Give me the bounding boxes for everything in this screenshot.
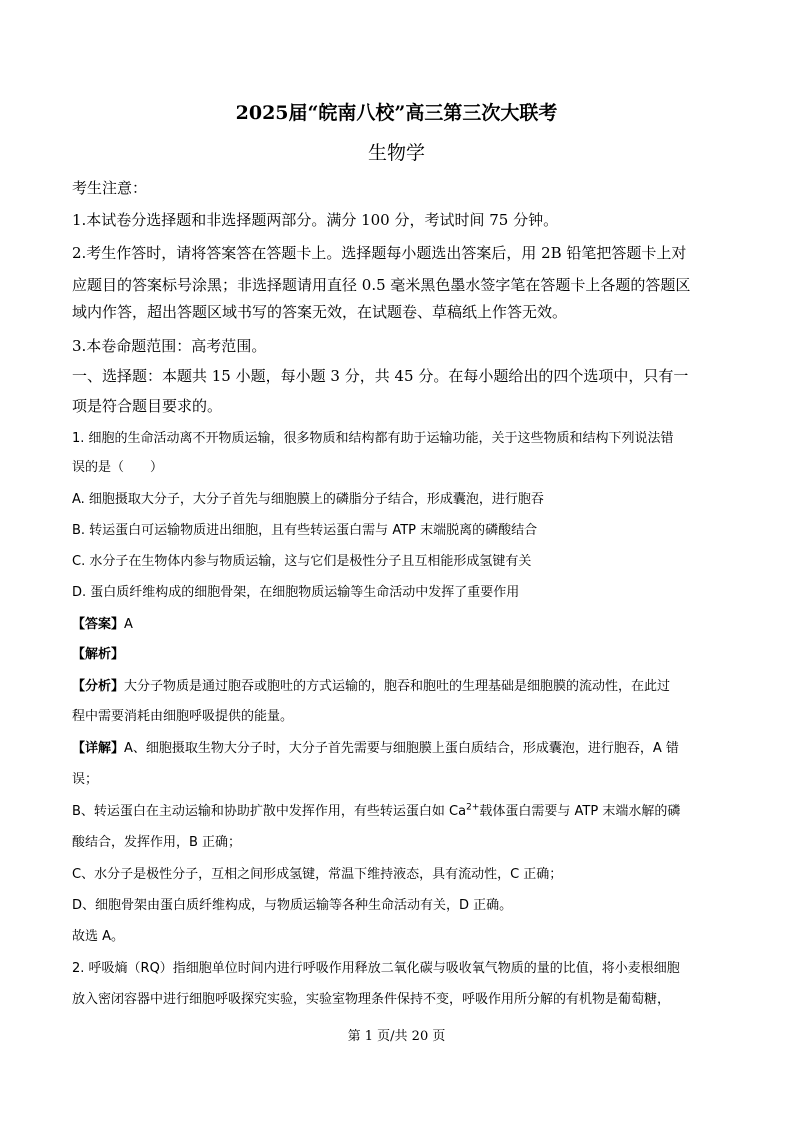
q2-stem-line-2: 放入密闭容器中进行细胞呼吸探究实验，实验室物理条件保持不变，呼吸作用所分解的有机物是葡萄糖， bbox=[72, 992, 671, 1007]
detail-label: 【详解】 bbox=[72, 741, 125, 756]
q1-option-b: B. 转运蛋白可运输物质进出细胞，且有些转运蛋白需与 ATP 末端脱离的磷酸结合 bbox=[72, 523, 538, 538]
q1-option-d: D. 蛋白质纤维构成的细胞骨架，在细胞物质运输等生命活动中发挥了重要作用 bbox=[72, 585, 520, 600]
notice-item-3: 3.本卷命题范围：高考范围。 bbox=[72, 337, 267, 355]
q1-detail-c: C、水分子是极性分子，互相之间形成氢键，常温下维持液态，具有流动性，C 正确； bbox=[72, 867, 563, 882]
notice-item-2-line-2: 应题目的答案标号涂黑；非选择题请用直径 0.5 毫米黑色墨水签字笔在答题卡上各题的答题区 bbox=[72, 276, 691, 294]
notice-heading: 考生注意： bbox=[72, 179, 148, 197]
q1-stem-line-2: 误的是（ ） bbox=[72, 460, 164, 475]
page-number: 第 1 页/共 20 页 bbox=[347, 1029, 446, 1044]
detail-a-text: A、细胞摄取生物大分子时，大分子首先需要与细胞膜上蛋白质结合，形成囊泡，进行胞吞，A 错 bbox=[124, 741, 679, 756]
q1-detail-d: D、细胞骨架由蛋白质纤维构成，与物质运输等各种生命活动有关，D 正确。 bbox=[72, 898, 513, 913]
q1-option-a: A. 细胞摄取大分子，大分子首先与细胞膜上的磷脂分子结合，形成囊泡，进行胞吞 bbox=[72, 492, 544, 507]
section-heading-line-2: 项是符合题目要求的。 bbox=[72, 397, 223, 415]
q1-analysis-label: 【解析】 bbox=[72, 647, 125, 662]
answer-value: A bbox=[124, 617, 133, 632]
fenxi-label: 【分析】 bbox=[72, 679, 125, 694]
q1-fenxi-line-2: 程中需要消耗由细胞呼吸提供的能量。 bbox=[72, 709, 294, 724]
q1-stem-line-1: 1. 细胞的生命活动离不开物质运输，很多物质和结构都有助于运输功能，关于这些物质和结构下列说法错 bbox=[72, 431, 674, 446]
section-heading-line-1: 一、选择题：本题共 15 小题，每小题 3 分，共 45 分。在每小题给出的四个选项中，只有一 bbox=[72, 367, 689, 385]
q1-detail-a-line-1 bbox=[72, 739, 732, 759]
answer-label: 【答案】 bbox=[72, 617, 125, 632]
exam-subject: 生物学 bbox=[367, 142, 425, 164]
detail-b-post: 载体蛋白需要与 ATP 末端水解的磷 bbox=[479, 804, 681, 819]
calcium-charge: 2+ bbox=[466, 802, 480, 813]
fenxi-text: 大分子物质是通过胞吞或胞吐的方式运输的，胞吞和胞吐的生理基础是细胞膜的流动性，在此过 bbox=[124, 679, 671, 694]
q2-stem-line-1: 2. 呼吸熵（RQ）指细胞单位时间内进行呼吸作用释放二氧化碳与吸收氧气物质的量的比值，将小麦根细胞 bbox=[72, 961, 680, 976]
q1-answer bbox=[72, 615, 732, 635]
notice-item-2-line-1: 2.考生作答时，请将答案答在答题卡上。选择题每小题选出答案后，用 2B 铅笔把答题卡上对 bbox=[72, 244, 687, 262]
q1-detail-b-line-2: 酸结合，发挥作用，B 正确； bbox=[72, 835, 242, 850]
exam-title: 2025届“皖南八校”高三第三次大联考 bbox=[235, 102, 558, 124]
q1-fenxi-line-1 bbox=[72, 677, 732, 697]
notice-item-2-line-3: 域内作答，超出答题区域书写的答案无效，在试题卷、草稿纸上作答无效。 bbox=[72, 303, 568, 321]
q1-detail-b-line-1 bbox=[72, 802, 732, 822]
detail-b-pre: B、转运蛋白在主动运输和协助扩散中发挥作用，有些转运蛋白如 Ca bbox=[72, 804, 467, 819]
notice-item-1: 1.本试卷分选择题和非选择题两部分。满分 100 分，考试时间 75 分钟。 bbox=[72, 211, 559, 229]
q1-detail-a-line-2: 误； bbox=[72, 772, 99, 787]
q1-option-c: C. 水分子在生物体内参与物质运输，这与它们是极性分子且互相能形成氢键有关 bbox=[72, 554, 532, 569]
q1-conclusion: 故选 A。 bbox=[72, 929, 125, 944]
